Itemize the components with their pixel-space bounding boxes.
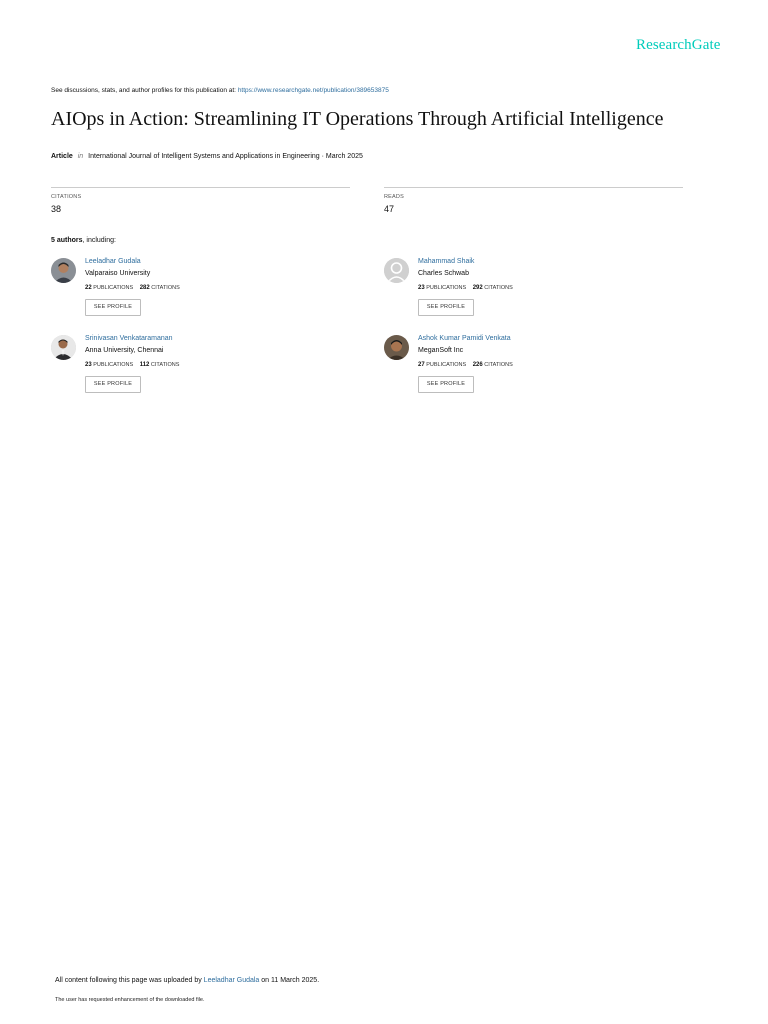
upload-prefix: All content following this page was uploaded by [55, 977, 202, 984]
article-meta [51, 153, 363, 160]
author-avatar[interactable] [51, 258, 76, 283]
publication-source-line [51, 87, 389, 94]
researchgate-logo[interactable]: ResearchGate [636, 37, 721, 53]
citations-count: 292 [472, 285, 483, 291]
author-institution: Charles Schwab [418, 270, 469, 277]
citations-count: 282 [139, 285, 150, 291]
uploader-link[interactable]: Leeladhar Gudala [203, 977, 260, 984]
citations-divider [51, 187, 350, 188]
authors-heading-suffix: , including: [82, 237, 116, 244]
author-card [51, 258, 351, 328]
publications-count: 23 [418, 285, 425, 291]
author-institution: Valparaiso University [85, 270, 151, 277]
author-card [384, 258, 684, 328]
citations-value: 38 [51, 204, 62, 214]
upload-info [55, 977, 319, 984]
author-institution: Anna University, Chennai [85, 347, 164, 354]
author-avatar[interactable] [384, 335, 409, 360]
citations-label: CITATIONS [150, 362, 180, 368]
publication-title: AIOps in Action: Streamlining IT Operations Through Artificial Intelligence [51, 108, 664, 130]
citations-label: CITATIONS [484, 285, 513, 291]
author-stats [418, 362, 513, 368]
author-stats [85, 362, 179, 368]
upload-date: on 11 March 2025. [261, 977, 320, 984]
author-stats [418, 285, 513, 291]
publications-label: PUBLICATIONS [93, 362, 134, 368]
author-name-link[interactable]: Ashok Kumar Pamidi Venkata [418, 335, 511, 342]
citations-count: 226 [472, 362, 483, 368]
see-profile-button[interactable]: SEE PROFILE [85, 299, 141, 316]
see-profile-button[interactable]: SEE PROFILE [418, 299, 474, 316]
citations-count: 112 [139, 362, 150, 368]
reads-value: 47 [384, 204, 395, 214]
author-avatar-placeholder-icon[interactable] [384, 258, 409, 283]
author-card [51, 335, 351, 405]
publications-count: 22 [85, 285, 92, 291]
author-name-link[interactable]: Srinivasan Venkataramanan [85, 335, 173, 342]
publications-label: PUBLICATIONS [426, 285, 467, 291]
author-institution: MeganSoft Inc [418, 347, 464, 354]
publications-label: PUBLICATIONS [426, 362, 467, 368]
authors-count: 5 authors [51, 237, 83, 244]
author-avatar[interactable] [51, 335, 76, 360]
author-card [384, 335, 684, 405]
see-profile-button[interactable]: SEE PROFILE [418, 376, 474, 393]
publications-count: 27 [418, 362, 425, 368]
reads-label: READS [384, 194, 404, 200]
author-name-link[interactable]: Leeladhar Gudala [85, 258, 141, 265]
article-type: Article [51, 153, 73, 160]
citations-label: CITATIONS [484, 362, 513, 368]
journal-and-date: International Journal of Intelligent Systems and Applications in Engineering · March 2025 [88, 153, 363, 160]
reads-divider [384, 187, 683, 188]
citations-label: CITATIONS [51, 194, 82, 200]
see-profile-button[interactable]: SEE PROFILE [85, 376, 141, 393]
article-in-word: in [77, 153, 84, 160]
see-discussions-text: See discussions, stats, and author profiles for this publication at: [51, 87, 236, 94]
publications-count: 23 [85, 362, 92, 368]
publication-url-link[interactable]: https://www.researchgate.net/publication/389653875 [237, 87, 389, 94]
author-name-link[interactable]: Mahammad Shaik [418, 258, 475, 265]
enhancement-note: The user has requested enhancement of the downloaded file. [55, 997, 205, 1003]
author-stats [85, 285, 180, 291]
authors-heading [51, 237, 116, 244]
publications-label: PUBLICATIONS [93, 285, 134, 291]
citations-label: CITATIONS [151, 285, 180, 291]
